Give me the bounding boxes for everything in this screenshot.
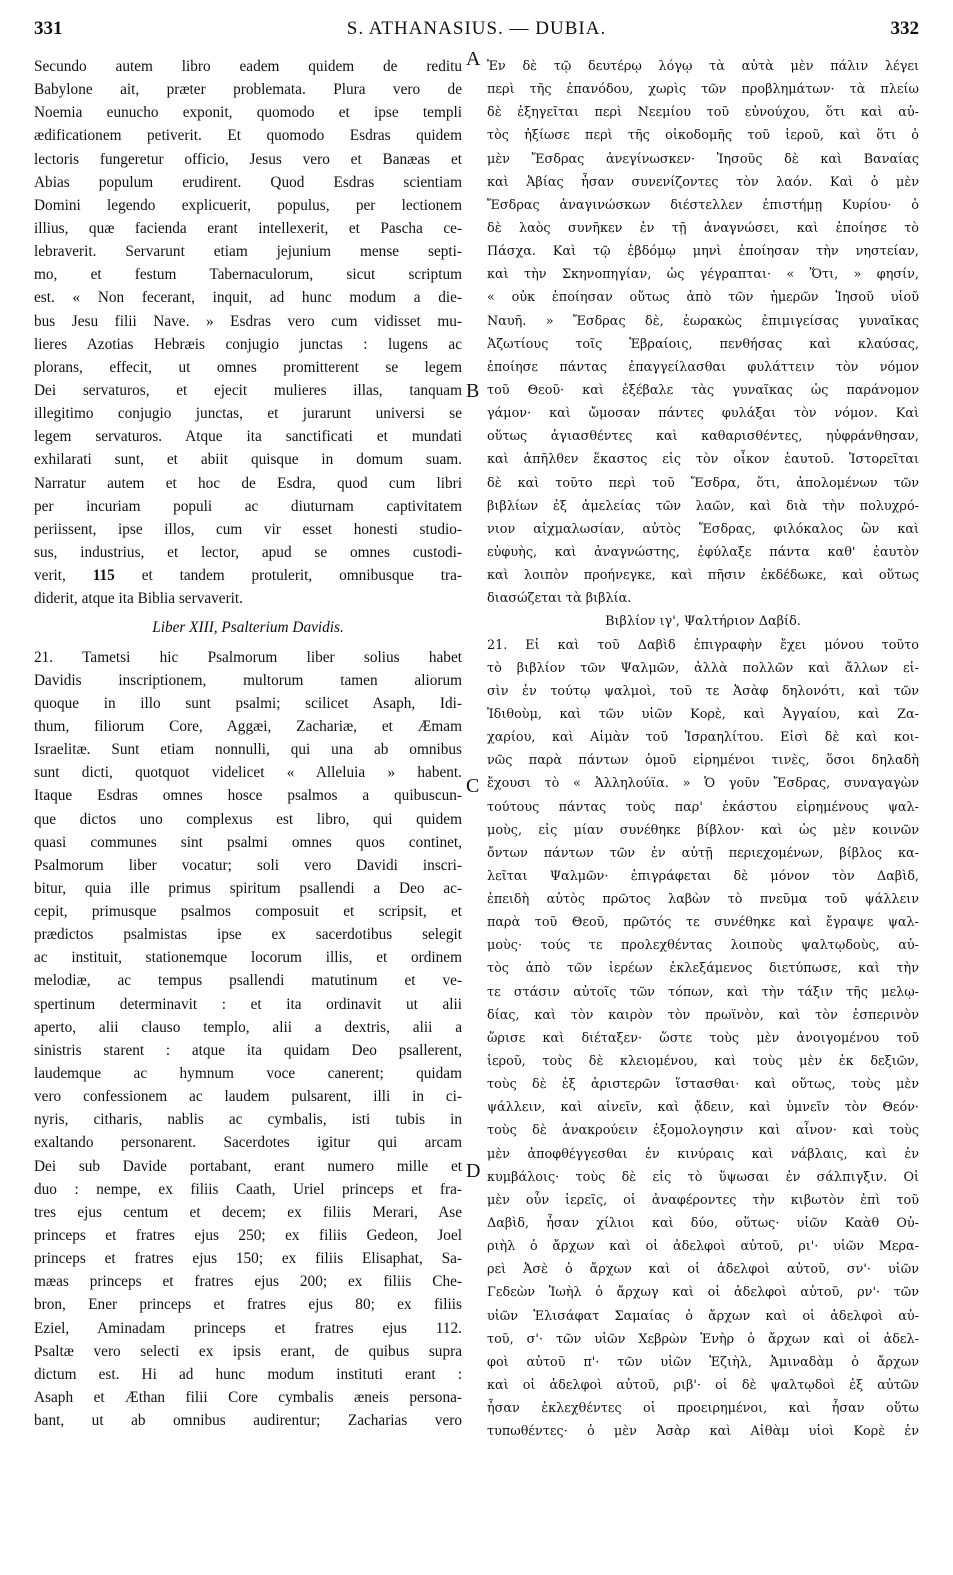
latin-line: thum, filiorum Core, Aggæi, Zachariæ, et Æmam — [34, 717, 462, 735]
greek-paragraph-1 — [487, 55, 919, 587]
latin-line: lebraverit. Servarunt etiam jejunium mense septi- — [34, 243, 462, 261]
latin-line: Psalmorum liber vocatur; soli vero Davidi inscri- — [34, 856, 462, 874]
greek-line: οὕτως ἁγιασθέντες καὶ καθαρισθέντες, ηὐφράνθησαν, — [487, 429, 919, 445]
latin-line: bant, ut ab omnibus audirentur; Zacharias vero — [34, 1412, 462, 1430]
greek-line: μοὺς, εἰς μίαν συνέθηκε βίβλον· καὶ ὡς μὲν κοινῶν — [487, 822, 919, 838]
page-number-right: 332 — [890, 18, 919, 39]
greek-line: νῶς παρὰ πάντων ὁμοῦ εἰρημένοι τινὲς, ὅσοι δηλαδὴ — [487, 753, 919, 769]
greek-paragraph-2 — [487, 634, 919, 1444]
latin-line: prædictos psalmistas ipse ex sacerdotibus selegit — [34, 926, 462, 944]
latin-line: vero confessionem ac laudem pulsarent, illi in ci- — [34, 1088, 462, 1106]
latin-line: periissent, ipse illos, cum vir esset honesti studio- — [34, 520, 462, 538]
greek-line: ὥρισε καὶ διέταξεν· ὥστε τοὺς μὲν ἀνοιγομένου τοῦ — [487, 1030, 919, 1046]
greek-line: καὶ ἀπῆλθεν ἕκαστος εἰς τὸν οἶκον ἑαυτοῦ. Ἱστορεῖται — [487, 452, 919, 468]
latin-line: Eziel, Aminadam princeps et fratres ejus 112. — [34, 1319, 462, 1337]
latin-line: Dei sub Davide portabant, erant numero mille et — [34, 1157, 462, 1175]
latin-line: Itaque Esdras omnes hosce psalmos a quibuscun- — [34, 787, 462, 805]
greek-line: τυπωθέντες· ὁ μὲν Ἀσὰρ καὶ Αἰθὰμ υἱοὶ Κορὲ ἐν — [487, 1424, 919, 1440]
greek-line: τὸ βιβλίον τῶν Ψαλμῶν, ἀλλὰ πολλῶν καὶ ἄλλων εἰ- — [487, 660, 919, 676]
greek-line: ὄντων πάντων τῶν ἐν αὐτῇ περιεχομένων, βίβλος κα- — [487, 845, 919, 861]
latin-line: 21. Tametsi hic Psalmorum liber solius habet — [34, 648, 462, 666]
latin-line: Noemia eunucho exponit, quomodo et ipse templi — [34, 104, 462, 122]
latin-line: per incuriam populi ac diuturnam captivitatem — [34, 497, 462, 515]
greek-line: ἐπειδὴ αὐτὸς πρῶτος λαβὼν τὸ πνεῦμα τοῦ ψάλλειν — [487, 892, 919, 908]
greek-line: Γεδεὼν Ἰωὴλ ὁ ἄρχωγ καὶ οἱ ἀδελφοὶ αὐτοῦ, ρν'· τῶν — [487, 1285, 919, 1301]
latin-line: que dictos uno complexus est libro, qui quidem — [34, 810, 462, 828]
latin-line: sus, industrius, et lector, apud se omnes custodi- — [34, 543, 462, 561]
greek-line: ψάλλειν, καὶ αἰνεῖν, καὶ ᾄδειν, καὶ ὑμνεῖν τὸν Θεόν· — [487, 1100, 919, 1116]
latin-line: princeps et fratres ejus 250; ex filiis Gedeon, Joel — [34, 1227, 462, 1245]
greek-line: Δαβὶδ, ἦσαν χίλιοι καὶ δύο, οὕτως· υἱῶν Καὰθ Οὐ- — [487, 1216, 919, 1232]
greek-line: μοὺς· τούς τε προλεχθέντας λοιποὺς ψαλτῳδοὺς, αὐ- — [487, 938, 919, 954]
greek-column — [487, 55, 919, 1555]
latin-line: Secundo autem libro eadem quidem de reditu — [34, 58, 462, 75]
margin-marker-c: C — [466, 775, 480, 797]
margin-marker-d: D — [466, 1160, 481, 1182]
latin-line: quasi communes sint psalmi omnes quos continet, — [34, 833, 462, 851]
greek-line: καὶ οἱ ἀδελφοὶ αὐτοῦ, ριβ'· οἱ δὲ ψαλτῳδοὶ ἐξ αὐτῶν — [487, 1378, 919, 1394]
latin-line: sinistris starent : atque ita quidam Deo psallerent, — [34, 1041, 462, 1059]
greek-line: εὐφυὴς, καὶ ἀναγνώστης, ἐφύλαξε πάντα καθ' ἑαυτὸν — [487, 544, 919, 560]
latin-line: lieres Azotias Hebræis conjugio junctas : lugens ac — [34, 335, 462, 353]
latin-line: Dei servaturos, et ejecit mulieres illas, tanquam — [34, 381, 462, 399]
greek-line: σὶν ἐν τούτῳ ψαλμοὶ, τοῦ τε Ἀσὰφ δηλονότι, καὶ τῶν — [487, 683, 919, 699]
greek-section-heading: Βιβλίον ιγ', Ψαλτήριον Δαβίδ. — [605, 614, 801, 630]
greek-line: κυμβάλοις· τοὺς δὲ εἰς τὸ ὕψωσαι ἐν σάλπιγξιν. Οἱ — [487, 1169, 919, 1185]
latin-line: quoque in illo sunt psalmi; scilicet Asaph, Idi- — [34, 694, 462, 712]
latin-line: melodiæ, ac tempus psallendi matutinum et ve- — [34, 972, 462, 990]
latin-line: exhilarati sunt, et abiit quisque in domum suam. — [34, 451, 462, 469]
greek-line: παρὰ τοῦ Θεοῦ, πρῶτός τε συνέθηκε καὶ ἔγραψε ψαλ- — [487, 915, 919, 931]
greek-line: δὲ λαὸς συνῆκεν ἐν τῇ ἀναγνώσει, καὶ ἐποίησε τὸ — [487, 220, 919, 236]
greek-line: καὶ λοιπὸν προήνεγκε, καὶ πῆσιν ἐκδέδωκε, καὶ οὕτως — [487, 568, 919, 584]
latin-line: princeps et fratres ejus 150; ex filiis Elisaphat, Sa- — [34, 1250, 462, 1268]
greek-line: νιον αἰχμαλωσίαν, αὐτὸς Ἔσδρας, φιλόκαλος ὢν καὶ — [487, 521, 919, 537]
page-header — [34, 16, 919, 42]
latin-line: tres ejus centum et decem; ex filiis Merari, Ase — [34, 1203, 462, 1221]
greek-final-line: διασώζεται τὰ βιβλία. — [487, 591, 632, 607]
latin-paragraph-1 — [34, 55, 462, 564]
latin-line: nyris, citharis, nablis ac cymbalis, isti tubis in — [34, 1111, 462, 1129]
margin-marker-a: A — [466, 48, 481, 70]
greek-line: ἔχουσι τὸ « Ἀλληλούϊα. » Ὁ γοῦν Ἔσδρας, συναγαγὼν — [487, 776, 919, 792]
latin-line: Babylone ait, præter problemata. Plura vero de — [34, 81, 462, 99]
greek-line: Ναυῆ. » Ἔσδρας δὲ, ἑωρακὼς ἐπιμιγείσας γυναῖκας — [487, 313, 919, 329]
greek-line: λεῖται Ψαλμῶν· ἐπιγράφεται δὲ μόνον τὸν Δαβὶδ, — [487, 868, 919, 884]
greek-line: τε στάσιν αὐτοῖς τῶν τόπων, καὶ τὴν τάξιν τῆς μελῳ- — [487, 984, 919, 1000]
greek-line: τοῦ Θεοῦ· καὶ ἐξέβαλε τὰς γυναῖκας ὡς παράνομον — [487, 382, 919, 398]
latin-line: ac instituit, stationemque locorum illis, et ordinem — [34, 949, 462, 967]
latin-line: Israelitæ. Sunt etiam nonnulli, qui una ab omnibus — [34, 741, 462, 759]
latin-line: est. « Non fecerant, inquit, ad hunc modum a die- — [34, 289, 462, 307]
greek-line: τούτους πάντας τοὺς παρ' ἑκάστου εἰρημένους ψαλ- — [487, 799, 919, 815]
greek-line: καὶ τὴν Σκηνοπηγίαν, ὡς γέγραπται· « Ὅτι, » φησίν, — [487, 267, 919, 283]
greek-line: ἦσαν ἐκλεχθέντες οἱ προειρημένοι, καὶ ἦσαν οὕτω — [487, 1401, 919, 1417]
latin-line: ædificationem petiverit. Et quomodo Esdras quidem — [34, 127, 462, 145]
greek-line: τοὺς δὲ ἐξ ἀριστερῶν ἵστασθαι· καὶ οὕτως, τοὺς μὲν — [487, 1077, 919, 1093]
greek-line: « οὐκ ἐποίησαν οὕτως ἀπὸ τῶν ἡμερῶν Ἰησοῦ υἱοῦ — [487, 290, 919, 306]
column-number: 115 — [92, 567, 115, 585]
latin-line: spertinum determinavit : et ita ordinavit ut alii — [34, 995, 462, 1013]
latin-paragraph-2 — [34, 646, 462, 1433]
latin-line: exaltando personarent. Sacerdotes igitur qui arcam — [34, 1134, 462, 1152]
latin-column — [34, 55, 462, 1555]
latin-line: Narratur autem et hoc de Esdra, quod cum libri — [34, 474, 462, 492]
latin-line: bron, Ener princeps et fratres ejus 80; ex filiis — [34, 1296, 462, 1314]
latin-section-heading: Liber XIII, Psalterium Davidis. — [152, 619, 344, 637]
latin-line: Psaltæ vero selecti ex ipsis erant, de quibus supra — [34, 1342, 462, 1360]
latin-line: aperto, alii clauso templo, alii a dextris, alii a — [34, 1018, 462, 1036]
latin-line: bitur, quia ille primus spiritum psallendi a Deo ac- — [34, 879, 462, 897]
latin-verit-pre: verit, — [34, 567, 66, 585]
running-title: S. ATHANASIUS. — DUBIA. — [346, 18, 607, 39]
greek-line: τὸς ἀπὸ τῶν ἱερέων ἐκλεξάμενος διετύπωσε, καὶ τὴν — [487, 961, 919, 977]
latin-line: mæas princeps et fratres ejus 200; ex filiis Che- — [34, 1273, 462, 1291]
latin-line-verit — [34, 564, 462, 587]
greek-line: τοὺς δὲ ἀνακρούειν ἐξομολογησιν καὶ αἶνον· καὶ τοὺς — [487, 1123, 919, 1139]
greek-line: βιβλίων ἐξ ἀμελείας τῶν λαῶν, καὶ διὰ τὴν πολυχρό- — [487, 498, 919, 514]
greek-line: Πάσχα. Καὶ τῷ ἑβδόμῳ μηνὶ ἐποίησαν τὴν νηστείαν, — [487, 244, 919, 260]
latin-line: lectoris fungeretur officio, Jesus vero et Banæas et — [34, 150, 462, 168]
greek-line: ριὴλ ὁ ἄρχων καὶ οἱ ἀδελφοὶ αὐτοῦ, ρι'· υἱῶν Μερα- — [487, 1239, 919, 1255]
latin-final-line: diderit, atque ita Biblia servaverit. — [34, 590, 243, 608]
greek-line: δὲ ἐξηγεῖται περὶ Νεεμίου τοῦ εὐνούχου, ὅτι καὶ αὐ- — [487, 105, 919, 121]
latin-line: illegitimo conjugio junctas, et jurarunt universi se — [34, 405, 462, 423]
greek-line: καὶ Ἀβίας ἦσαν συνενίζοντες τὸν λαόν. Καὶ ὁ μὲν — [487, 174, 919, 190]
greek-line: μὲν οὖν ἱερεῖς, οἱ ἀναφέροντες τὴν κιβωτὸν ἐπὶ τοῦ — [487, 1192, 919, 1208]
greek-line: δὲ καὶ τοῦτο περὶ τοῦ Ἔσδρα, ὅτι, ἀπολομένων τῶν — [487, 475, 919, 491]
greek-line: Ἀζωτίους τοῖς Ἑβραίοις, πενθήσας καὶ κλαύσας, — [487, 336, 919, 352]
greek-line: γάμον· καὶ ὤμοσαν πάντες φυλάξαι τὸν νόμον. Καὶ — [487, 406, 919, 422]
greek-line: υἱῶν Ἐλισάφατ Σαμαίας ὁ ἄρχων καὶ οἱ ἀδελφοὶ αὐ- — [487, 1308, 919, 1324]
latin-line: plorans, effecit, ut omnes promitterent se legem — [34, 358, 462, 376]
margin-marker-b: B — [466, 380, 480, 402]
greek-line: μὲν Ἔσδρας ἀνεγίνωσκεν· Ἰησοῦς δὲ καὶ Βαναίας — [487, 151, 919, 167]
greek-line: ἱεροῦ, τοὺς δὲ κλειομένου, καὶ τοὺς μὲν ἐκ δεξιῶν, — [487, 1054, 919, 1070]
latin-line: legem servaturos. Atque ita sanctificati et mundati — [34, 428, 462, 446]
latin-line: Asaph et Æthan filii Core cymbalis æneis persona- — [34, 1389, 462, 1407]
latin-verit-post: et tandem protulerit, omnibusque tra- — [141, 567, 462, 585]
page-number-left: 331 — [34, 18, 63, 39]
greek-line: χαρίου, καὶ Αἰμὰν τοῦ Ἰσραηλίτου. Εἰσὶ δὲ καὶ κοι- — [487, 730, 919, 746]
greek-line: μὲν ἀποφθέγγεσθαι ἐν κινύραις καὶ νάβλαις, καὶ ἐν — [487, 1146, 919, 1162]
latin-line: dictum est. Hi ad hunc modum instituti erant : — [34, 1365, 462, 1383]
latin-line: illius, quæ facienda erant intellexerit, et Pascha ce- — [34, 219, 462, 237]
latin-line: sunt dicti, quotquot videlicet « Alleluia » habent. — [34, 764, 462, 782]
greek-line: περὶ τῆς ἐπανόδου, χωρὶς τῶν προβλημάτων· τὰ πλείω — [487, 82, 919, 98]
latin-line: cepit, primusque psalmos composuit et scripsit, et — [34, 903, 462, 921]
latin-line: duo : nempe, ex filiis Caath, Uriel princeps et fra- — [34, 1180, 462, 1198]
greek-line: φοὶ αὐτοῦ π'· τῶν υἱῶν Ἐζιὴλ, Ἀμιναδὰμ ὁ ἄρχων — [487, 1354, 919, 1370]
latin-line: Domini legendo explicuerit, populus, per lectionem — [34, 196, 462, 214]
greek-line: Ἰδιθοὺμ, καὶ τῶν υἱῶν Κορὲ, καὶ Ἀγγαίου, καὶ Ζα- — [487, 706, 919, 722]
latin-line: mo, et festum Tabernaculorum, sicut scriptum — [34, 266, 462, 284]
greek-line: ἐποίησε πάντας ἐπαγγείλασθαι φυλάττειν τὸν νόμον — [487, 359, 919, 375]
greek-line: Ἔσδρας ἀναγινώσκων διέστελλεν ἐπιστήμῃ Κυρίου· ὁ — [487, 197, 919, 213]
greek-line: τοῦ, σ'· τῶν υἱῶν Χεβρὼν Ἐνὴρ ὁ ἄρχων καὶ οἱ ἀδελ- — [487, 1331, 919, 1347]
greek-line: Ἐν δὲ τῷ δευτέρῳ λόγῳ τὰ αὐτὰ μὲν πάλιν λέγει — [487, 59, 919, 74]
greek-line: ρεὶ Ἀσὲ ὁ ἄρχων καὶ οἱ ἀδελφοὶ αὐτοῦ, σν'· υἱῶν — [487, 1262, 919, 1278]
latin-line: bus Jesu filii Nave. » Esdras vero cum vidisset mu- — [34, 312, 462, 330]
latin-line: Abias populum erudirent. Quod Esdras scientiam — [34, 173, 462, 191]
latin-line: laudemque ac hymnum voce canerent; quidam — [34, 1065, 462, 1083]
greek-line: δίας, καὶ τὸν καιρὸν τὸν πρωϊνὸν, καὶ τὸν ἑσπερινὸν — [487, 1007, 919, 1023]
latin-line: Davidis inscriptionem, multorum tamen aliorum — [34, 671, 462, 689]
greek-line: τὸς ἠξίωσε περὶ τῆς οἰκοδομῆς τοῦ ἱεροῦ, καὶ ὅτι ὁ — [487, 128, 919, 144]
greek-line: 21. Εἰ καὶ τοῦ Δαβὶδ ἐπιγραφὴν ἔχει μόνου τοῦτο — [487, 637, 919, 653]
